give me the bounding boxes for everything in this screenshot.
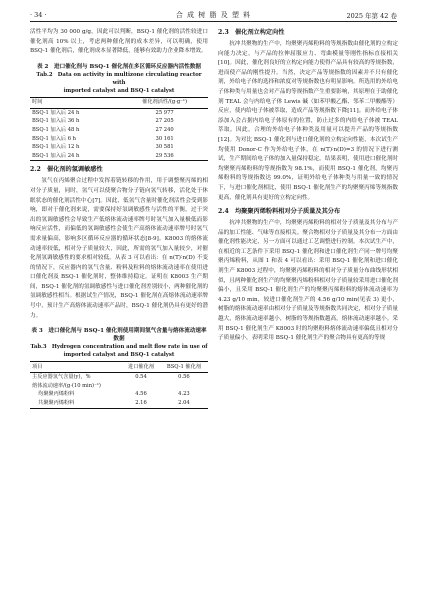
table2-header-activity: 催化剂活性/(g·g⁻¹) (121, 97, 208, 108)
table3-caption-en-line2: imported catalyst and BSQ-1 catalyst (63, 352, 175, 359)
table-cell: BSQ-1 加入后 24 h (30, 152, 121, 161)
table-cell: 2.04 (160, 399, 208, 408)
table-cell: BSQ-1 加入后 12 h (32, 144, 80, 151)
table2-caption-en-line1: Tab.2 Data on activity in multizone circulating reactor with (36, 71, 202, 86)
table2-header-time: 时间 (30, 97, 121, 108)
table-cell: 主反应器氢气含量(y)，% (32, 374, 91, 381)
journal-issue: 2025 年第 42 卷 (346, 12, 397, 20)
table3-caption: 表 3 进口催化剂与 BSQ-1 催化剂使用期间氢气含量与熔体流动速率数据 (31, 328, 207, 343)
page-number: · 34 · (30, 11, 47, 19)
table-cell: 4.56 (135, 391, 147, 398)
table-cell: 30 581 (155, 144, 174, 151)
section-2-2-heading: 2.2 催化剂的氢调敏感性 (30, 166, 103, 174)
table-row (30, 108, 208, 117)
table-cell: BSQ-1 加入后 6 h (32, 135, 77, 142)
table-cell: BSQ-1 加入后 24 h (32, 109, 80, 116)
table-cell: 25 977 (155, 109, 174, 116)
table-cell: BSQ-1 加入后 36 h (32, 118, 80, 125)
table-cell (160, 382, 208, 391)
table-cell: 共聚聚丙烯粉料 (30, 399, 122, 408)
journal-name: 合 成 树 脂 及 塑 料 (175, 11, 252, 19)
table3-header-item: 项目 (30, 362, 122, 373)
section-2-4-paragraph: 抗冲共聚物的生产中，均聚聚丙烯粉料的相对分子质量及其分布与产品的加工性能、气味等直接相关。聚合物相对分子质量及其分布一方面由催化剂性能决定，另一方面可以通过工艺调整进行控制。本次试生产中，在相近的工艺条件下采用 BSQ-1 催化剂和进口催化剂生产同一牌号均聚聚丙烯粉料，从图 1 和表 4 可以看出：采用 BSQ-1 催化剂和进口催化剂生产 K8003 过程中，均聚聚丙烯粉料的相对分子质量分布曲线形状相似，且两种催化剂生产的均聚聚丙烯粉料相对分子质量较采用进口催化剂偏小，且采用 BSQ-1 催化剂生产的均聚聚丙烯粉料的熔体流动速率为 4.23 g/10 min，较进口催化剂生产的 4.56 g/10 min(见表 3) 更小，树脂的熔体流动速率由相对分子质量及等规指数共同决定，相对分子质量越大，熔体流动速率越小，树脂的等规指数越高，熔体流动速率越小。采用 BSQ-1 催化剂生产 K8003 时的均聚粉料熔体流动速率偏低且相对分子质量偏小，表明采用 BSQ-1 催化剂生产的聚合物具有更高的等规 (218, 220, 398, 342)
table-cell: 均聚聚丙烯粉料 (38, 391, 75, 398)
table-cell: 27 240 (155, 126, 174, 133)
table3-header-imported: 进口催化剂 (122, 362, 160, 373)
table-row (30, 143, 208, 152)
table-cell: 29 536 (121, 152, 208, 161)
table-row (30, 390, 208, 399)
intro-paragraph: 活性平均为 30 000 g/g，因此可以判断，BSQ-1 催化剂的活性较进口催化剂高 10% 以上，考虑两种催化剂的成本差异，可以明确，使用 BSQ-1 催化剂后，催化剂成本显著降低，能够有效助力企业降本增效。 (30, 29, 208, 55)
table-cell: 0.54 (135, 374, 147, 381)
table-row (30, 373, 208, 382)
table-row (30, 135, 208, 144)
section-2-3-paragraph: 抗冲共聚物的生产中，均聚聚丙烯粉料的等规指数由催化剂的立构定向能力决定，与产品的拉伸屈服应力、弯曲模量等刚性指标直接相关[10]。因此，催化剂良好的立构定向能力使得产品具有较高的等规指数，进而使产品的刚性提升。当然，决定产品等规指数的因素并不只有催化剂，外给电子体的选择和浓度对等规指数也有明显影响。所选用的外给电子体种类与用量也会对产品的等规指数产生重要影响，其原理在于助催化剂 TEAL 会与内给电子体 Lewis 碱（如苯甲酸乙酯、邻苯二甲酸酯等）反应，使内给电子体被萃取，造成产品等规指数下降[11]。而外给电子体添加入会占据内给电子体原有的位置，防止过多的内给电子体被 TEAL 萃取。因此，合理的外给电子体种类及用量可以提升产品的等规指数[12]。为对比 BSQ-1 催化剂与进口催化剂的立构定向性能，本次试生产均使用 Donor-C 作为外给电子体，在 n(T)∶n(D)=3 的情况下进行测试，生产期间给电子体的加入量保持稳定。结果表明，使用进口催化剂时均聚聚丙烯粉料的等规指数为 98.1%，而使用 BSQ-1 催化剂，均聚丙烯粉料的等规指数达 99.0%，证明外给电子体种类与用量一致的情况下，与进口催化剂相比，使用 BSQ-1 催化剂生产的均聚聚丙烯等规指数更高，催化剂具有更好的立构定向性。 (218, 41, 398, 201)
section-2-4-heading: 2.4 均聚聚丙烯粉料相对分子质量及其分布 (218, 208, 341, 216)
table-cell: 2.16 (122, 399, 160, 408)
table3-caption-en-line1: Tab.3 Hydrogen concentration and melt flow rate in use of (30, 344, 208, 351)
table-cell: 4.23 (178, 391, 190, 398)
table3 (30, 361, 208, 408)
table2-caption: 表 2 进口催化剂与 BSQ-1 催化剂在多区循环反应器内活性数据 (36, 63, 202, 70)
right-column (218, 28, 398, 344)
table3-header-bsq1: BSQ-1 催化剂 (160, 362, 208, 373)
table-row (30, 126, 208, 135)
table2-caption-en-line2: imported catalyst and BSQ-1 catalyst (63, 87, 175, 94)
table-cell: 0.56 (178, 374, 190, 381)
table-row (30, 382, 208, 391)
table2 (30, 97, 208, 162)
left-column (30, 28, 208, 413)
table-cell: 27 205 (155, 118, 174, 125)
header-rule (30, 21, 397, 22)
table-cell (122, 382, 160, 391)
table-row (30, 152, 208, 161)
table-cell: 熔体流动速率/(g·(10 min)⁻¹) (32, 382, 101, 389)
table-cell: 30 161 (155, 135, 174, 142)
running-header (30, 8, 397, 20)
table-row (30, 117, 208, 126)
table-row (30, 399, 208, 408)
table-cell: BSQ-1 加入后 48 h (32, 126, 80, 133)
section-2-3-heading: 2.3 催化剂立构定向性 (218, 29, 285, 36)
section-2-2-paragraph: 氢气在丙烯聚合过程中发挥着链转移的作用，用于调整聚丙烯的相对分子质量，同时，氢气可以使聚合物分子链向氢气转移，活化处于休眠状态的催化剂活性中心[7]。因此，低氢气含量时催化剂活性会受到影响，即对于催化剂来说，需要保持好氢调敏感性与活性的平衡，过于突出的氢调敏感性会导致生产低熔体流动速率牌号时氢气加入量极低而影响反应活性，而偏低的氢调敏感性会使生产高熔体流动速率牌号时氢气需求量偏高，影响多区循环反应器的循环状态[8-9]。K8003 的熔体流动速率较低，相对分子质量较大，因此，所需的氢气加入量较少，对催化剂氢调敏感性的要求相对较低。从表 3 可以看出：在 n(T)∶n(D) 不变的情况下，反应器内的氢气含量、粉料及粒料的熔体流动速率在使用进口催化剂及 BSQ-1 催化剂时，整体维持稳定。证明在 K8003 生产期间，BSQ-1 催化剂的氢调敏感性与进口催化剂差别较小，两种催化剂的氢调敏感性相当。根据试生产情况，BSQ-1 催化剂在高熔体流动速率牌号中，预计生产高熔体流动速率产品时，BSQ-1 催化剂仍具有更好的潜力。 (30, 178, 208, 319)
